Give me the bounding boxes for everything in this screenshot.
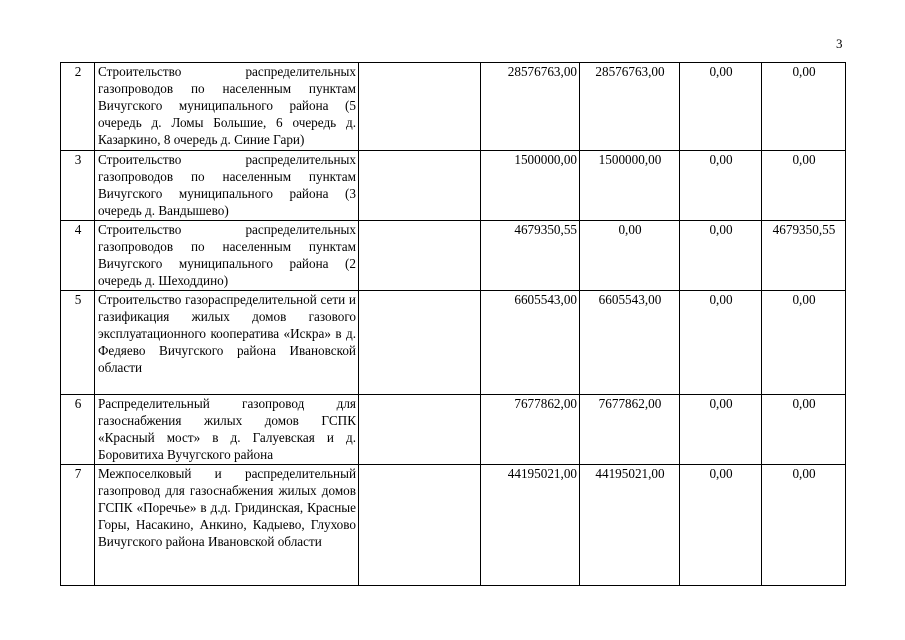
total-amount: 6605543,00 [481, 291, 580, 395]
row-number: 6 [61, 395, 95, 465]
row-number: 3 [61, 151, 95, 221]
row-number: 7 [61, 465, 95, 586]
amount-col-1: 0,00 [580, 221, 680, 291]
object-name: Строительство газораспределительной сети и газификация жилых домов газового эксплуатационного кооператива «Искра» в д. Федяево Вичугского района Ивановской области [95, 291, 359, 395]
row-number: 5 [61, 291, 95, 395]
table-row [61, 395, 846, 465]
table-row [61, 465, 846, 586]
amount-col-2: 0,00 [680, 465, 762, 586]
total-amount: 1500000,00 [481, 151, 580, 221]
table-row [61, 221, 846, 291]
object-name: Строительство распределительных газопроводов по населенным пунктам Вичугского муниципального района (3 очередь д. Вандышево) [95, 151, 359, 221]
empty-cell [359, 291, 481, 395]
amount-col-3: 0,00 [762, 63, 846, 151]
amount-col-2: 0,00 [680, 151, 762, 221]
empty-cell [359, 395, 481, 465]
total-amount: 28576763,00 [481, 63, 580, 151]
object-name: Строительство распределительных газопроводов по населенным пунктам Вичугского муниципального района (2 очередь д. Шеходдино) [95, 221, 359, 291]
total-amount: 4679350,55 [481, 221, 580, 291]
amount-col-2: 0,00 [680, 291, 762, 395]
object-name: Межпоселковый и распределительный газопровод для газоснабжения жилых домов ГСПК «Поречье» в д.д. Гридинская, Красные Горы, Насакино, Анкино, Кадыево, Глухово Вичугского района Ивановской области [95, 465, 359, 586]
table-row [61, 63, 846, 151]
amount-col-1: 28576763,00 [580, 63, 680, 151]
empty-cell [359, 151, 481, 221]
page-number: 3 [836, 36, 843, 51]
amount-col-3: 0,00 [762, 395, 846, 465]
row-number: 2 [61, 63, 95, 151]
amount-col-1: 7677862,00 [580, 395, 680, 465]
object-name: Распределительный газопровод для газоснабжения жилых домов ГСПК «Красный мост» в д. Галуевская и д. Боровитиха Вучугского района [95, 395, 359, 465]
amount-col-3: 0,00 [762, 291, 846, 395]
amount-col-1: 1500000,00 [580, 151, 680, 221]
total-amount: 44195021,00 [481, 465, 580, 586]
object-name: Строительство распределительных газопроводов по населенным пунктам Вичугского муниципального района (5 очередь д. Ломы Большие, 6 очередь д. Казаркино, 8 очередь д. Синие Гари) [95, 63, 359, 151]
table-row [61, 151, 846, 221]
amount-col-3: 0,00 [762, 151, 846, 221]
row-number: 4 [61, 221, 95, 291]
amount-col-1: 44195021,00 [580, 465, 680, 586]
table-row [61, 291, 846, 395]
empty-cell [359, 221, 481, 291]
budget-table [60, 62, 846, 586]
amount-col-1: 6605543,00 [580, 291, 680, 395]
amount-col-3: 4679350,55 [762, 221, 846, 291]
empty-cell [359, 63, 481, 151]
amount-col-3: 0,00 [762, 465, 846, 586]
empty-cell [359, 465, 481, 586]
total-amount: 7677862,00 [481, 395, 580, 465]
amount-col-2: 0,00 [680, 63, 762, 151]
amount-col-2: 0,00 [680, 221, 762, 291]
amount-col-2: 0,00 [680, 395, 762, 465]
